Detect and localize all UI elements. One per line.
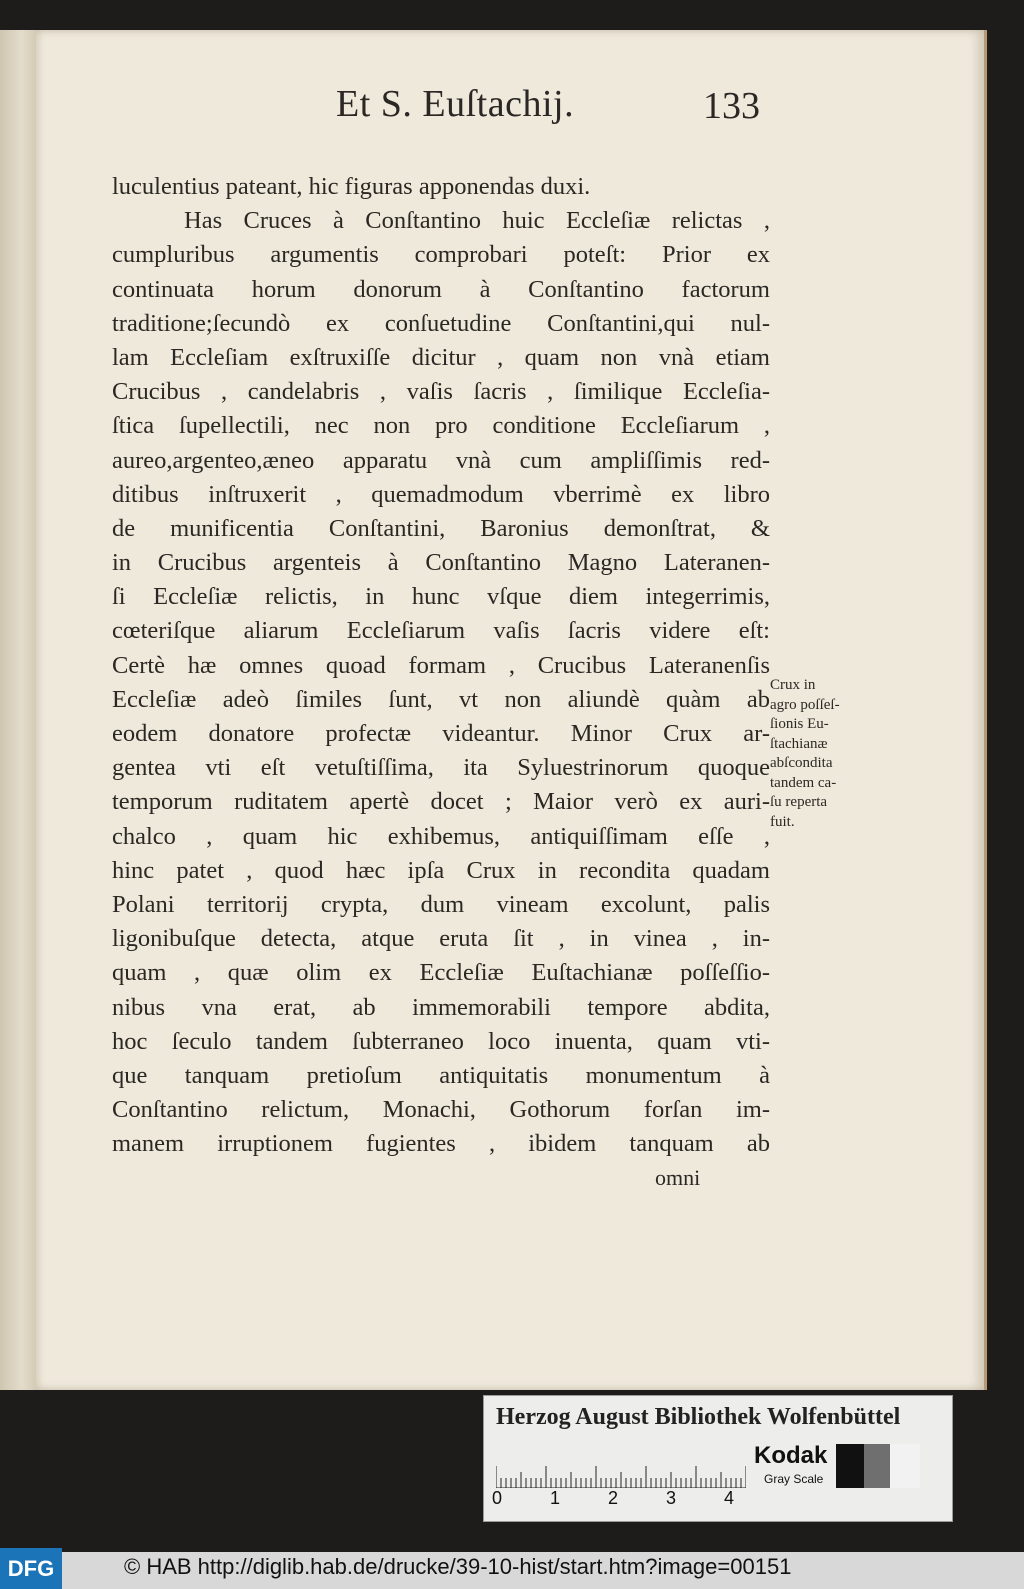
gray-swatch-white [890, 1444, 920, 1488]
text-line: chalco , quam hic exhibemus, antiquiſſimam eſſe , [112, 822, 770, 850]
text-line: Certè hæ omnes quoad formam , Crucibus Lateranenſis [112, 651, 770, 679]
text-line: temporum ruditatem apertè docet ; Maior verò ex auri- [112, 788, 770, 816]
text-line: Eccleſiæ adeò ſimiles ſunt, vt non aliundè quàm ab [112, 685, 770, 713]
marginal-note-line: agro poſſeſ- [770, 696, 840, 713]
footer-bar [0, 1552, 1024, 1589]
ruler-scale [496, 1448, 746, 1488]
marginal-note-line: ſionis Eu- [770, 716, 829, 732]
dfg-logo: DFG [0, 1548, 62, 1589]
marginal-note-line: ſtachianæ [770, 735, 828, 752]
marginal-note-line: fuit. [770, 813, 795, 830]
text-line: hinc patet , quod hæc ipſa Crux in recondita quadam [112, 856, 770, 884]
text-line: traditione;ſecundò ex conſuetudine Conſtantini,qui nul- [112, 309, 770, 337]
text-line: ditibus inſtruxerit , quemadmodum vberrimè ex libro [112, 480, 770, 508]
text-line: Crucibus , candelabris , vaſis ſacris , ſimilique Eccleſia- [112, 378, 770, 406]
gray-swatch-black [836, 1444, 864, 1488]
kodak-logo: Kodak [754, 1442, 828, 1469]
text-line: quam , quæ olim ex Eccleſiæ Euſtachianæ poſſeſſio- [112, 959, 770, 987]
marginal-note-line: Crux in [770, 677, 816, 693]
text-line: ſtica ſupellectili, nec non pro conditione Eccleſiarum , [112, 412, 770, 440]
text-line: Has Cruces à Conſtantino huic Eccleſiæ relictas , [184, 207, 770, 235]
text-line: luculentius pateant, hic figuras apponendas duxi. [112, 173, 591, 200]
ruler-label: 3 [666, 1488, 677, 1508]
library-name: Herzog August Bibliothek Wolfenbüttel [496, 1404, 901, 1430]
copyright-url[interactable]: © HAB http://diglib.hab.de/drucke/39-10-hist/start.htm?image=00151 [124, 1554, 792, 1579]
marginal-note-line: ſu reperta [770, 794, 828, 810]
text-line: in Crucibus argenteis à Conſtantino Magno Lateranen- [112, 549, 770, 577]
ruler-label: 2 [608, 1488, 619, 1508]
color-calibration-card [483, 1395, 953, 1522]
catchword: omni [655, 1165, 701, 1190]
text-line: eodem donatore profectæ videantur. Minor Crux ar- [112, 720, 770, 747]
page-number: 133 [703, 85, 760, 127]
ruler-label: 0 [492, 1488, 503, 1508]
marginal-note [770, 676, 880, 832]
gray-scale-label: Gray Scale [764, 1472, 824, 1486]
text-line: de munificentia Conſtantini, Baronius demonſtrat, & [112, 514, 770, 542]
text-line: lam Eccleſiam exſtruxiſſe dicitur , quam non vnà etiam [112, 343, 770, 371]
text-line: cœteriſque aliarum Eccleſiarum vaſis ſacris videre eſt: [112, 617, 770, 645]
text-line: continuata horum donorum à Conſtantino factorum [112, 275, 770, 303]
text-line: nibus vna erat, ab immemorabili tempore abdita, [112, 993, 770, 1021]
main-text-block [112, 170, 770, 1161]
ruler-label: 1 [550, 1488, 561, 1508]
running-head [300, 82, 760, 142]
marginal-note-line: tandem ca- [770, 774, 837, 791]
facing-page-edge [0, 30, 36, 1390]
text-line: que tanquam pretioſum antiquitatis monumentum à [112, 1061, 770, 1089]
text-line: Conſtantino relictum, Monachi, Gothorum forſan im- [112, 1096, 770, 1124]
running-title: Et S. Euſtachij. [336, 83, 575, 125]
text-line: gentea vti eſt vetuſtiſſima, ita Syluestrinorum quoque [112, 754, 770, 782]
text-line: hoc ſeculo tandem ſubterraneo loco inuenta, quam vti- [112, 1027, 770, 1055]
gray-swatch-mid [864, 1444, 890, 1488]
text-line: manem irruptionem fugientes , ibidem tanquam ab [112, 1130, 770, 1158]
text-line: aureo,argenteo,æneo apparatu vnà cum ampliſſimis red- [112, 446, 770, 474]
text-line: ſi Eccleſiæ relictis, in hunc vſque diem integerrimis, [112, 583, 770, 611]
text-line: ligonibuſque detecta, atque eruta ſit , in vinea , in- [112, 925, 770, 953]
ruler-label: 4 [724, 1488, 735, 1508]
text-line: cumpluribus argumentis comprobari poteſt: Prior ex [112, 241, 770, 269]
text-line: Polani territorij crypta, dum vineam excolunt, palis [112, 890, 770, 918]
marginal-note-line: abſcondita [770, 755, 833, 771]
